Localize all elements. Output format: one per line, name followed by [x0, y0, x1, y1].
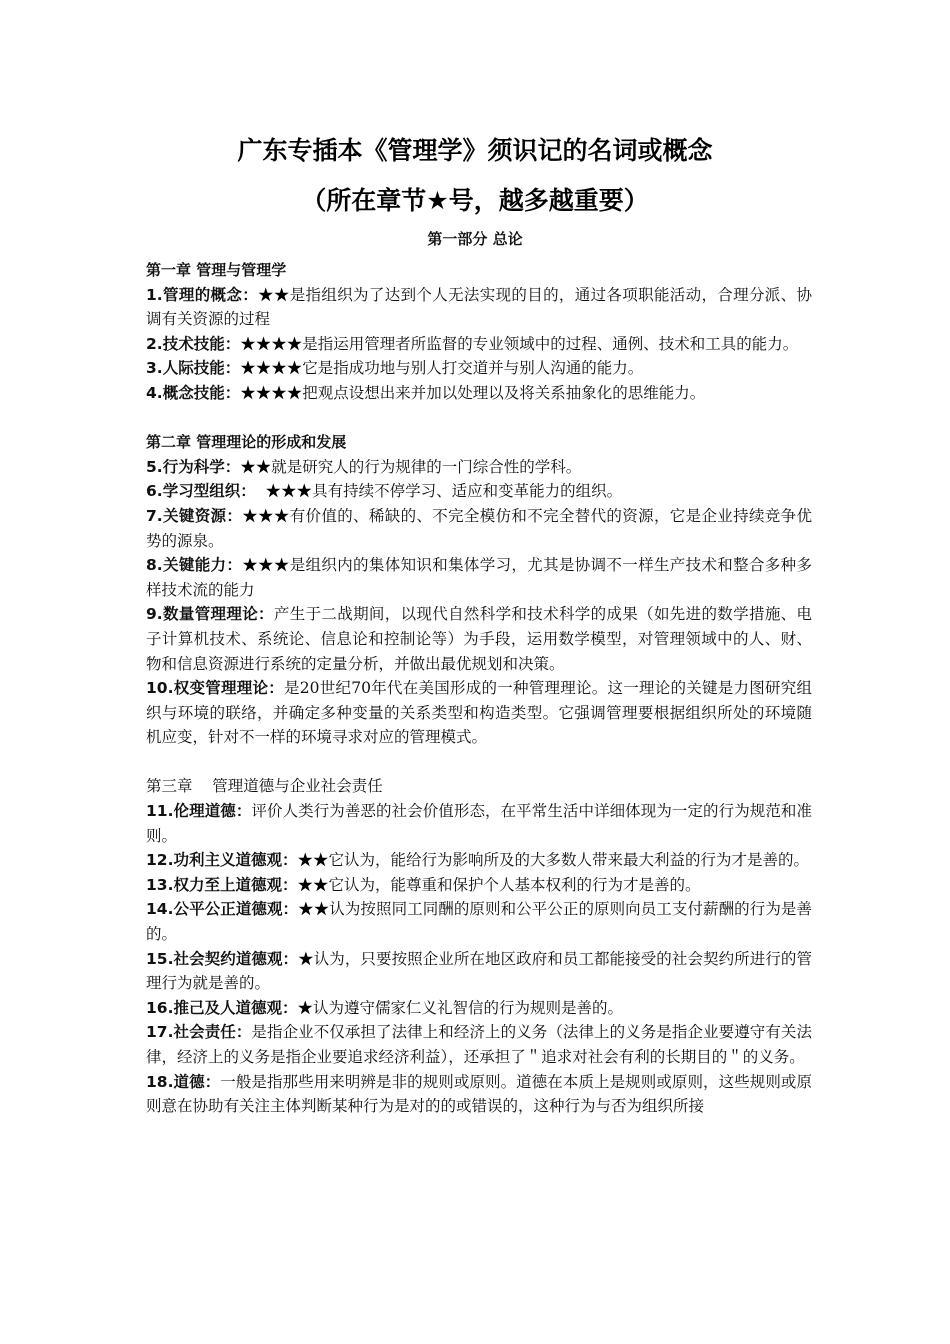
term-entry — [146, 947, 812, 996]
entry-number: 11. — [146, 802, 174, 821]
term-entry — [146, 676, 812, 750]
entry-number: 2. — [146, 334, 163, 353]
entry-definition: 是指组织为了达到个人无法实现的目的，通过各项职能活动，合理分派、协调有关资源的过程 — [146, 285, 812, 329]
entry-definition: 就是研究人的行为规律的一门综合性的学科。 — [271, 457, 582, 476]
entry-term: 行为科学： — [162, 457, 241, 476]
entry-number: 17. — [146, 1023, 174, 1042]
entry-definition: 一般是指那些用来明辨是非的规则或原则。道德在本质上是规则或原则，这些规则或原则意在协助有关注主体判断某种行为是对的的或错误的，这种行为与否为组织所接 — [146, 1072, 812, 1116]
chapter-heading: 第三章 管理道德与企业社会责任 — [146, 777, 383, 796]
document-title: 广东专插本《管理学》须识记的名词或概念 — [237, 136, 713, 165]
importance-stars: ★★ — [240, 457, 272, 476]
term-entry — [146, 455, 812, 480]
term-entry — [146, 799, 812, 848]
term-entry — [146, 504, 812, 553]
entry-definition: 产生于二战期间，以现代自然科学和技术科学的成果（如先进的数学措施、电子计算机技术、系统论、信息论和控制论等）为手段，运用数学模型，对管理领域中的人、财、物和信息资源进行系统的定量分析，并做出最优规划和决策。 — [146, 605, 812, 673]
importance-stars: ★★★ — [255, 482, 313, 501]
entry-number: 10. — [146, 679, 174, 698]
importance-stars: ★ — [298, 949, 314, 968]
chapter-heading: 第二章 管理理论的形成和发展 — [146, 433, 347, 452]
term-entry — [146, 873, 812, 898]
importance-stars: ★★★★ — [240, 334, 303, 353]
entry-number: 15. — [146, 949, 174, 968]
term-entry — [146, 332, 812, 357]
entry-definition: 它认为，能给行为影响所及的大多数人带来最大利益的行为才是善的。 — [328, 851, 810, 870]
importance-stars: ★★ — [297, 851, 329, 870]
importance-stars: ★★ — [298, 900, 330, 919]
entry-definition: 有价值的、稀缺的、不完全模仿和不完全替代的资源，它是企业持续竞争优势的源泉。 — [146, 506, 812, 550]
entry-term: 公平公正道德观： — [173, 900, 299, 919]
entry-number: 14. — [146, 900, 174, 919]
entry-number: 13. — [146, 875, 174, 894]
entry-definition: 是指企业不仅承担了法律上和经济上的义务（法律上的义务是指企业要遵守有关法律，经济上的义务是指企业要追求经济利益），还承担了＂追求对社会有利的长期目的＂的义务。 — [146, 1023, 812, 1066]
importance-stars: ★★★ — [242, 506, 290, 525]
term-entry — [146, 848, 812, 873]
entry-number: 3. — [146, 359, 163, 378]
importance-stars: ★★★★ — [240, 383, 303, 402]
entry-term: 推己及人道德观： — [173, 998, 298, 1017]
term-entry — [146, 897, 812, 946]
entry-definition: 它是指成功地与别人打交道并与别人沟通的能力。 — [302, 359, 644, 378]
part-heading: 第一部分 总论 — [427, 230, 523, 248]
entry-term: 关键能力： — [162, 556, 243, 575]
importance-stars: ★★★ — [242, 556, 290, 575]
term-entry — [146, 553, 812, 602]
term-entry — [146, 1070, 812, 1119]
entry-term: 社会责任： — [173, 1023, 252, 1042]
term-entry — [146, 1020, 812, 1069]
entry-definition: 认为按照同工同酬的原则和公平公正的原则向员工支付薪酬的行为是善的。 — [146, 900, 812, 944]
term-entry — [146, 479, 812, 504]
term-entry — [146, 356, 812, 381]
chapter-heading: 第一章 管理与管理学 — [146, 261, 287, 279]
importance-stars: ★★★★ — [240, 359, 303, 378]
entry-term: 权变管理理论： — [173, 679, 284, 698]
term-entry — [146, 996, 812, 1021]
entry-number: 9. — [146, 605, 163, 624]
entry-term: 人际技能： — [162, 359, 241, 378]
entry-definition: 是20世纪70年代在美国形成的一种管理理论。这一理论的关键是力图研究组织与环境的联络，并确定多种变量的关系类型和构造类型。它强调管理要根据组织所处的环境随机应变，针对不一样的环境寻求对应的管理模式。 — [146, 679, 812, 747]
entry-definition: 具有持续不停学习、适应和变革能力的组织。 — [312, 482, 623, 501]
document-body — [146, 258, 812, 1119]
entry-term: 技术技能： — [162, 334, 241, 353]
entry-definition: 认为遵守儒家仁义礼智信的行为规则是善的。 — [313, 998, 624, 1017]
importance-stars: ★★ — [258, 285, 290, 304]
entry-number: 18. — [146, 1072, 174, 1091]
entry-number: 5. — [146, 457, 163, 476]
entry-definition: 是组织内的集体知识和集体学习，尤其是协调不一样生产技术和整合多种多样技术流的能力 — [146, 556, 812, 599]
entry-number: 16. — [146, 998, 174, 1017]
term-entry — [146, 381, 812, 406]
entry-term: 社会契约道德观： — [173, 949, 299, 968]
entry-number: 8. — [146, 556, 163, 575]
entry-term: 概念技能： — [162, 383, 241, 402]
section-spacer — [146, 406, 812, 431]
entry-term: 数量管理理论： — [162, 605, 274, 624]
importance-stars: ★★ — [297, 875, 329, 894]
entry-term: 关键资源： — [162, 506, 243, 525]
entry-definition: 评价人类行为善恶的社会价值形态，在平常生活中详细体现为一定的行为规范和准则。 — [146, 802, 812, 845]
entry-term: 管理的概念： — [162, 285, 259, 304]
entry-number: 4. — [146, 383, 163, 402]
entry-number: 7. — [146, 506, 163, 525]
document-subtitle: （所在章节★号，越多越重要） — [301, 186, 649, 215]
entry-term: 伦理道德： — [173, 802, 252, 821]
entry-term: 功利主义道德观： — [173, 851, 298, 870]
entry-definition: 是指运用管理者所监督的专业领域中的过程、通例、技术和工具的能力。 — [302, 334, 799, 353]
section-spacer — [146, 750, 812, 775]
term-entry — [146, 602, 812, 676]
entry-definition: 把观点设想出来并加以处理以及将关系抽象化的思维能力。 — [302, 383, 706, 402]
entry-number: 12. — [146, 851, 174, 870]
entry-definition: 它认为，能尊重和保护个人基本权利的行为才是善的。 — [328, 875, 701, 894]
entry-term: 学习型组织： — [162, 482, 256, 501]
entry-number: 1. — [146, 285, 163, 304]
term-entry — [146, 283, 812, 332]
importance-stars: ★ — [297, 998, 313, 1017]
entry-number: 6. — [146, 482, 163, 501]
entry-definition: 认为，只要按照企业所在地区政府和员工都能接受的社会契约所进行的管理行为就是善的。 — [146, 949, 812, 993]
entry-term: 权力至上道德观： — [173, 875, 298, 894]
entry-term: 道德： — [173, 1072, 221, 1091]
